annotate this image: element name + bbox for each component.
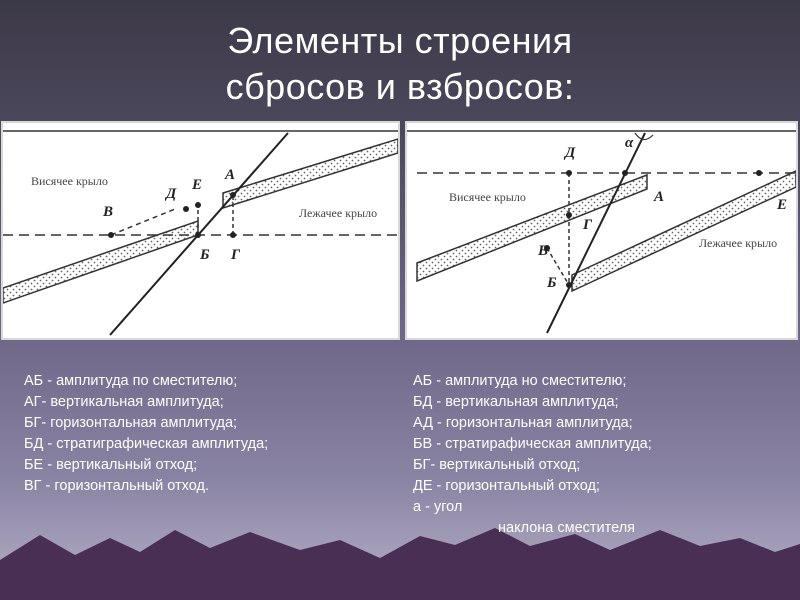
reverse-fault-drawing: [407, 123, 796, 338]
legend-item: АГ- вертикальная амплитуда;: [24, 394, 224, 410]
label-e: Е: [777, 197, 788, 213]
label-alpha: α: [625, 135, 634, 151]
hanging-wall-label: Висячее крыло: [449, 190, 526, 204]
label-a: А: [225, 167, 236, 183]
foot-wall-layer: [572, 171, 796, 291]
label-d: Д: [166, 186, 177, 202]
legend-item: БД - стратиграфическая амплитуда;: [24, 436, 269, 452]
reverse-fault-diagram: [405, 121, 798, 340]
fault-plane-line: [547, 133, 645, 333]
point-a: [622, 170, 628, 176]
legend-item: БЕ - вертикальный отход;: [24, 457, 198, 473]
label-g: Г: [231, 247, 241, 263]
legend-item: БГ- вертикальный отход;: [413, 457, 581, 473]
slide-title-line-2: сбросов и взбросов:: [225, 66, 575, 107]
point-d: [183, 206, 189, 212]
point-d: [566, 170, 572, 176]
reverse-fault-legend: [413, 371, 652, 539]
label-b: Б: [547, 275, 557, 291]
point-e: [756, 170, 762, 176]
foot-wall-label: Лежачее крыло: [299, 206, 378, 220]
hanging-wall-label: Висячее крыло: [31, 174, 108, 188]
label-e: Е: [192, 177, 203, 193]
point-g: [566, 212, 572, 218]
foot-wall-label: Лежачее крыло: [699, 236, 778, 250]
legend-item: ВГ - горизонтальный отход.: [24, 478, 209, 494]
legend-item: наклона сместителя: [498, 520, 636, 536]
point-b: [195, 232, 201, 238]
label-g: Г: [583, 217, 593, 233]
hanging-wall-layer: [3, 221, 198, 303]
slide-title-line-1: Элементы строения: [227, 20, 573, 61]
point-v: [108, 232, 114, 238]
normal-fault-drawing: [3, 123, 398, 338]
label-v: В: [103, 204, 114, 220]
foot-wall-layer: [223, 139, 398, 208]
label-v: В: [538, 243, 549, 259]
slide-title: [0, 18, 800, 110]
mountain-range: [0, 528, 800, 600]
legend-item: ДЕ - горизонтальный отход;: [413, 478, 600, 494]
normal-fault-diagram: [1, 121, 400, 340]
legend-item: АБ - амплитуда но сместителю;: [413, 373, 627, 389]
mountain-silhouette: [0, 500, 800, 600]
legend-item: а - угол: [413, 499, 463, 515]
point-e: [195, 202, 201, 208]
point-g: [230, 232, 236, 238]
label-d: Д: [565, 145, 576, 161]
point-b: [566, 282, 572, 288]
legend-item: БВ - стратирафическая амплитуда;: [413, 436, 652, 452]
normal-fault-legend: [24, 371, 268, 497]
label-a: А: [654, 189, 665, 205]
v-d-dashed-line: [111, 209, 175, 235]
point-a: [230, 192, 236, 198]
label-b: Б: [200, 247, 210, 263]
legend-item: БГ- горизонтальная амплитуда;: [24, 415, 238, 431]
legend-item: АД - горизонтальная амплитуда;: [413, 415, 633, 431]
legend-item: АБ - амплитуда по сместителю;: [24, 373, 238, 389]
legend-item: БД - вертикальная амплитуда;: [413, 394, 619, 410]
